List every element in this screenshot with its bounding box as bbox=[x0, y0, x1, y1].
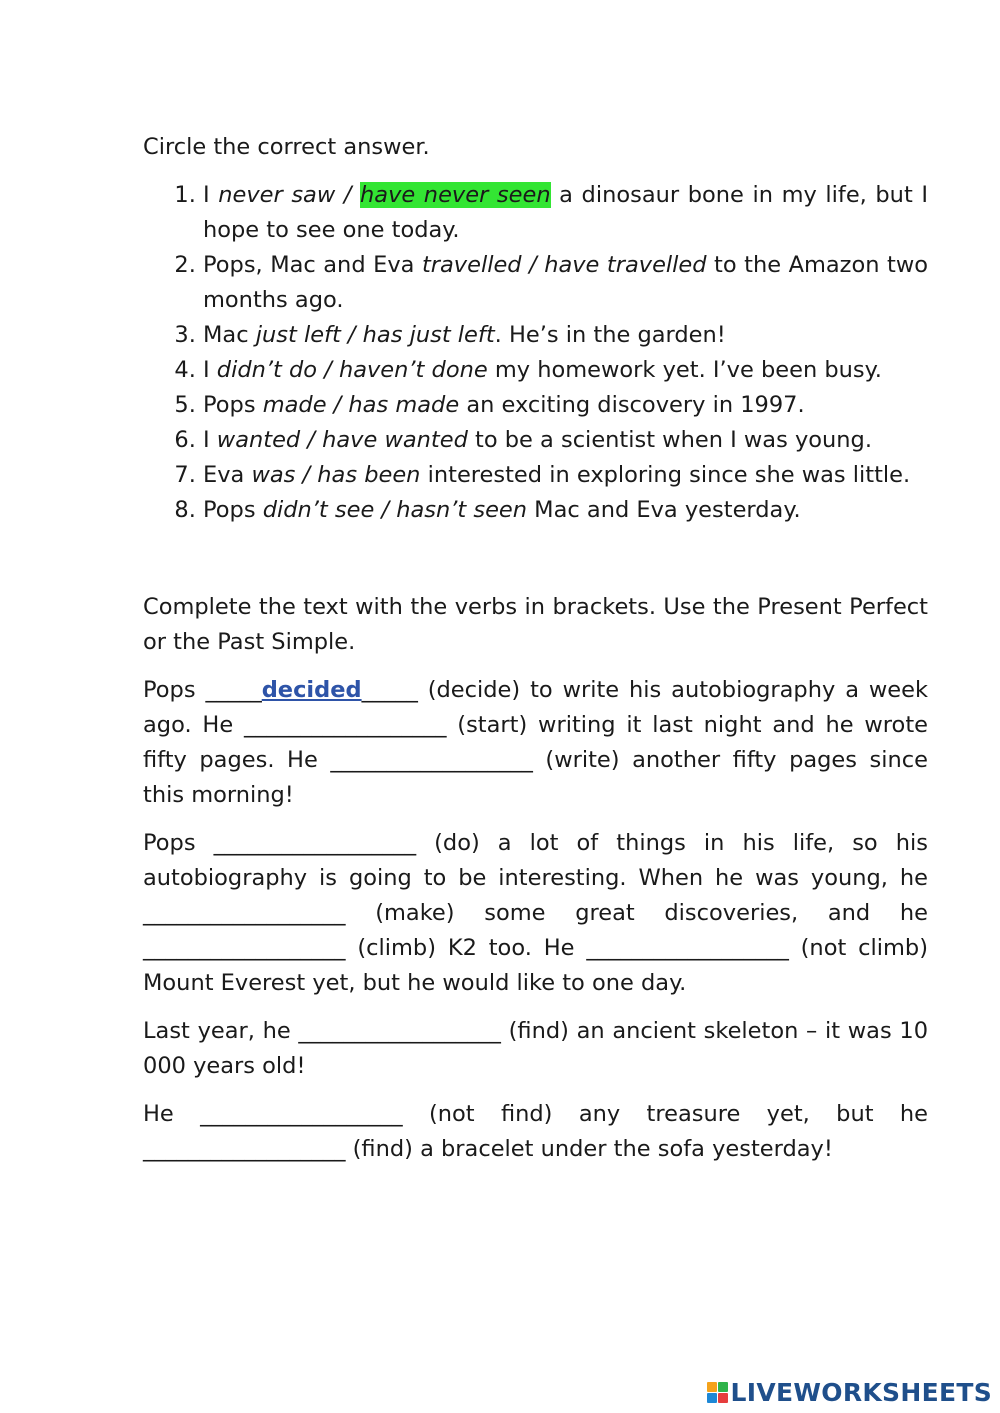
section-spacer bbox=[143, 528, 928, 590]
answer-blank[interactable]: __________________ bbox=[330, 747, 533, 773]
answer-decided[interactable]: decided bbox=[261, 677, 362, 703]
exercise1-list bbox=[143, 178, 928, 528]
logo-block-4 bbox=[718, 1393, 728, 1403]
exercise1-instruction: Circle the correct answer. bbox=[143, 134, 430, 160]
answer-blank-filled[interactable]: _____decided_____ bbox=[205, 677, 418, 703]
option-a[interactable]: made / bbox=[262, 392, 349, 418]
exercise2-instruction: Complete the text with the verbs in brackets. Use the Present Perfect or the Past Simple. bbox=[143, 594, 928, 655]
question-4: 4. I didn’t do / haven’t done my homework yet. I’ve been busy. bbox=[203, 353, 928, 388]
answer-blank[interactable]: __________________ bbox=[143, 900, 346, 926]
text-paragraph-3: Last year, he __________________ (find) an ancient skeleton – it was 10 000 years old! bbox=[143, 1018, 929, 1079]
answer-blank[interactable]: __________________ bbox=[213, 830, 417, 856]
question-1: 1. I never saw / have never seen a dinosaur bone in my life, but I hope to see one today. bbox=[203, 178, 928, 248]
logo-block-3 bbox=[707, 1393, 717, 1403]
option-a[interactable]: travelled / bbox=[421, 252, 545, 278]
answer-blank[interactable]: __________________ bbox=[298, 1018, 501, 1044]
option-b[interactable]: haven’t done bbox=[338, 357, 488, 383]
logo-text: LIVEWORKSHEETS bbox=[730, 1377, 992, 1407]
answer-blank[interactable]: __________________ bbox=[143, 1136, 346, 1162]
question-8: 8. Pops didn’t see / hasn’t seen Mac and Eva yesterday. bbox=[203, 493, 928, 528]
option-a[interactable]: wanted / bbox=[216, 427, 323, 453]
question-5: 5. Pops made / has made an exciting discovery in 1997. bbox=[203, 388, 928, 423]
option-a[interactable]: just left / bbox=[255, 322, 363, 348]
option-b-selected[interactable]: have never seen bbox=[360, 182, 551, 208]
option-b[interactable]: has made bbox=[348, 392, 460, 418]
text-paragraph-4: He __________________ (not find) any treasure yet, but he __________________ (find) a bracelet under the sofa yesterday! bbox=[143, 1101, 928, 1162]
text-paragraph-2: Pops __________________ (do) a lot of things in his life, so his autobiography is going to be interesting. When he was young, he __________________ (make) some great discoveries, and he __________________ (climb) K2 too. He __________________ (not climb) Mount Everest yet, but he would like to one day. bbox=[143, 830, 928, 996]
option-b[interactable]: has just left bbox=[362, 322, 495, 348]
question-2: 2. Pops, Mac and Eva travelled / have travelled to the Amazon two months ago. bbox=[203, 248, 928, 318]
option-b[interactable]: has been bbox=[317, 462, 421, 488]
option-b[interactable]: hasn’t seen bbox=[396, 497, 528, 523]
text-paragraph-1: Pops _____decided_____ (decide) to write his autobiography a week ago. He __________________ (start) writing it last night and he wrote fifty pages. He __________________ (write) another fifty pages since this morning! bbox=[143, 677, 928, 808]
answer-blank[interactable]: __________________ bbox=[143, 935, 346, 961]
question-6: 6. I wanted / have wanted to be a scientist when I was young. bbox=[203, 423, 928, 458]
liveworksheets-logo bbox=[707, 1377, 992, 1407]
answer-blank[interactable]: __________________ bbox=[586, 935, 789, 961]
worksheet-page bbox=[143, 130, 928, 1180]
option-b[interactable]: have wanted bbox=[322, 427, 468, 453]
option-b[interactable]: have travelled bbox=[544, 252, 707, 278]
option-a[interactable]: never saw / bbox=[218, 182, 361, 208]
option-a[interactable]: didn’t do / bbox=[216, 357, 339, 383]
option-a[interactable]: didn’t see / bbox=[262, 497, 397, 523]
question-3: 3. Mac just left / has just left. He’s in the garden! bbox=[203, 318, 928, 353]
logo-block-2 bbox=[718, 1382, 728, 1392]
question-7: 7. Eva was / has been interested in exploring since she was little. bbox=[203, 458, 928, 493]
logo-block-1 bbox=[707, 1382, 717, 1392]
option-a[interactable]: was / bbox=[251, 462, 318, 488]
answer-blank[interactable]: __________________ bbox=[200, 1101, 403, 1127]
logo-blocks-icon bbox=[707, 1382, 728, 1403]
answer-blank[interactable]: __________________ bbox=[243, 712, 447, 738]
